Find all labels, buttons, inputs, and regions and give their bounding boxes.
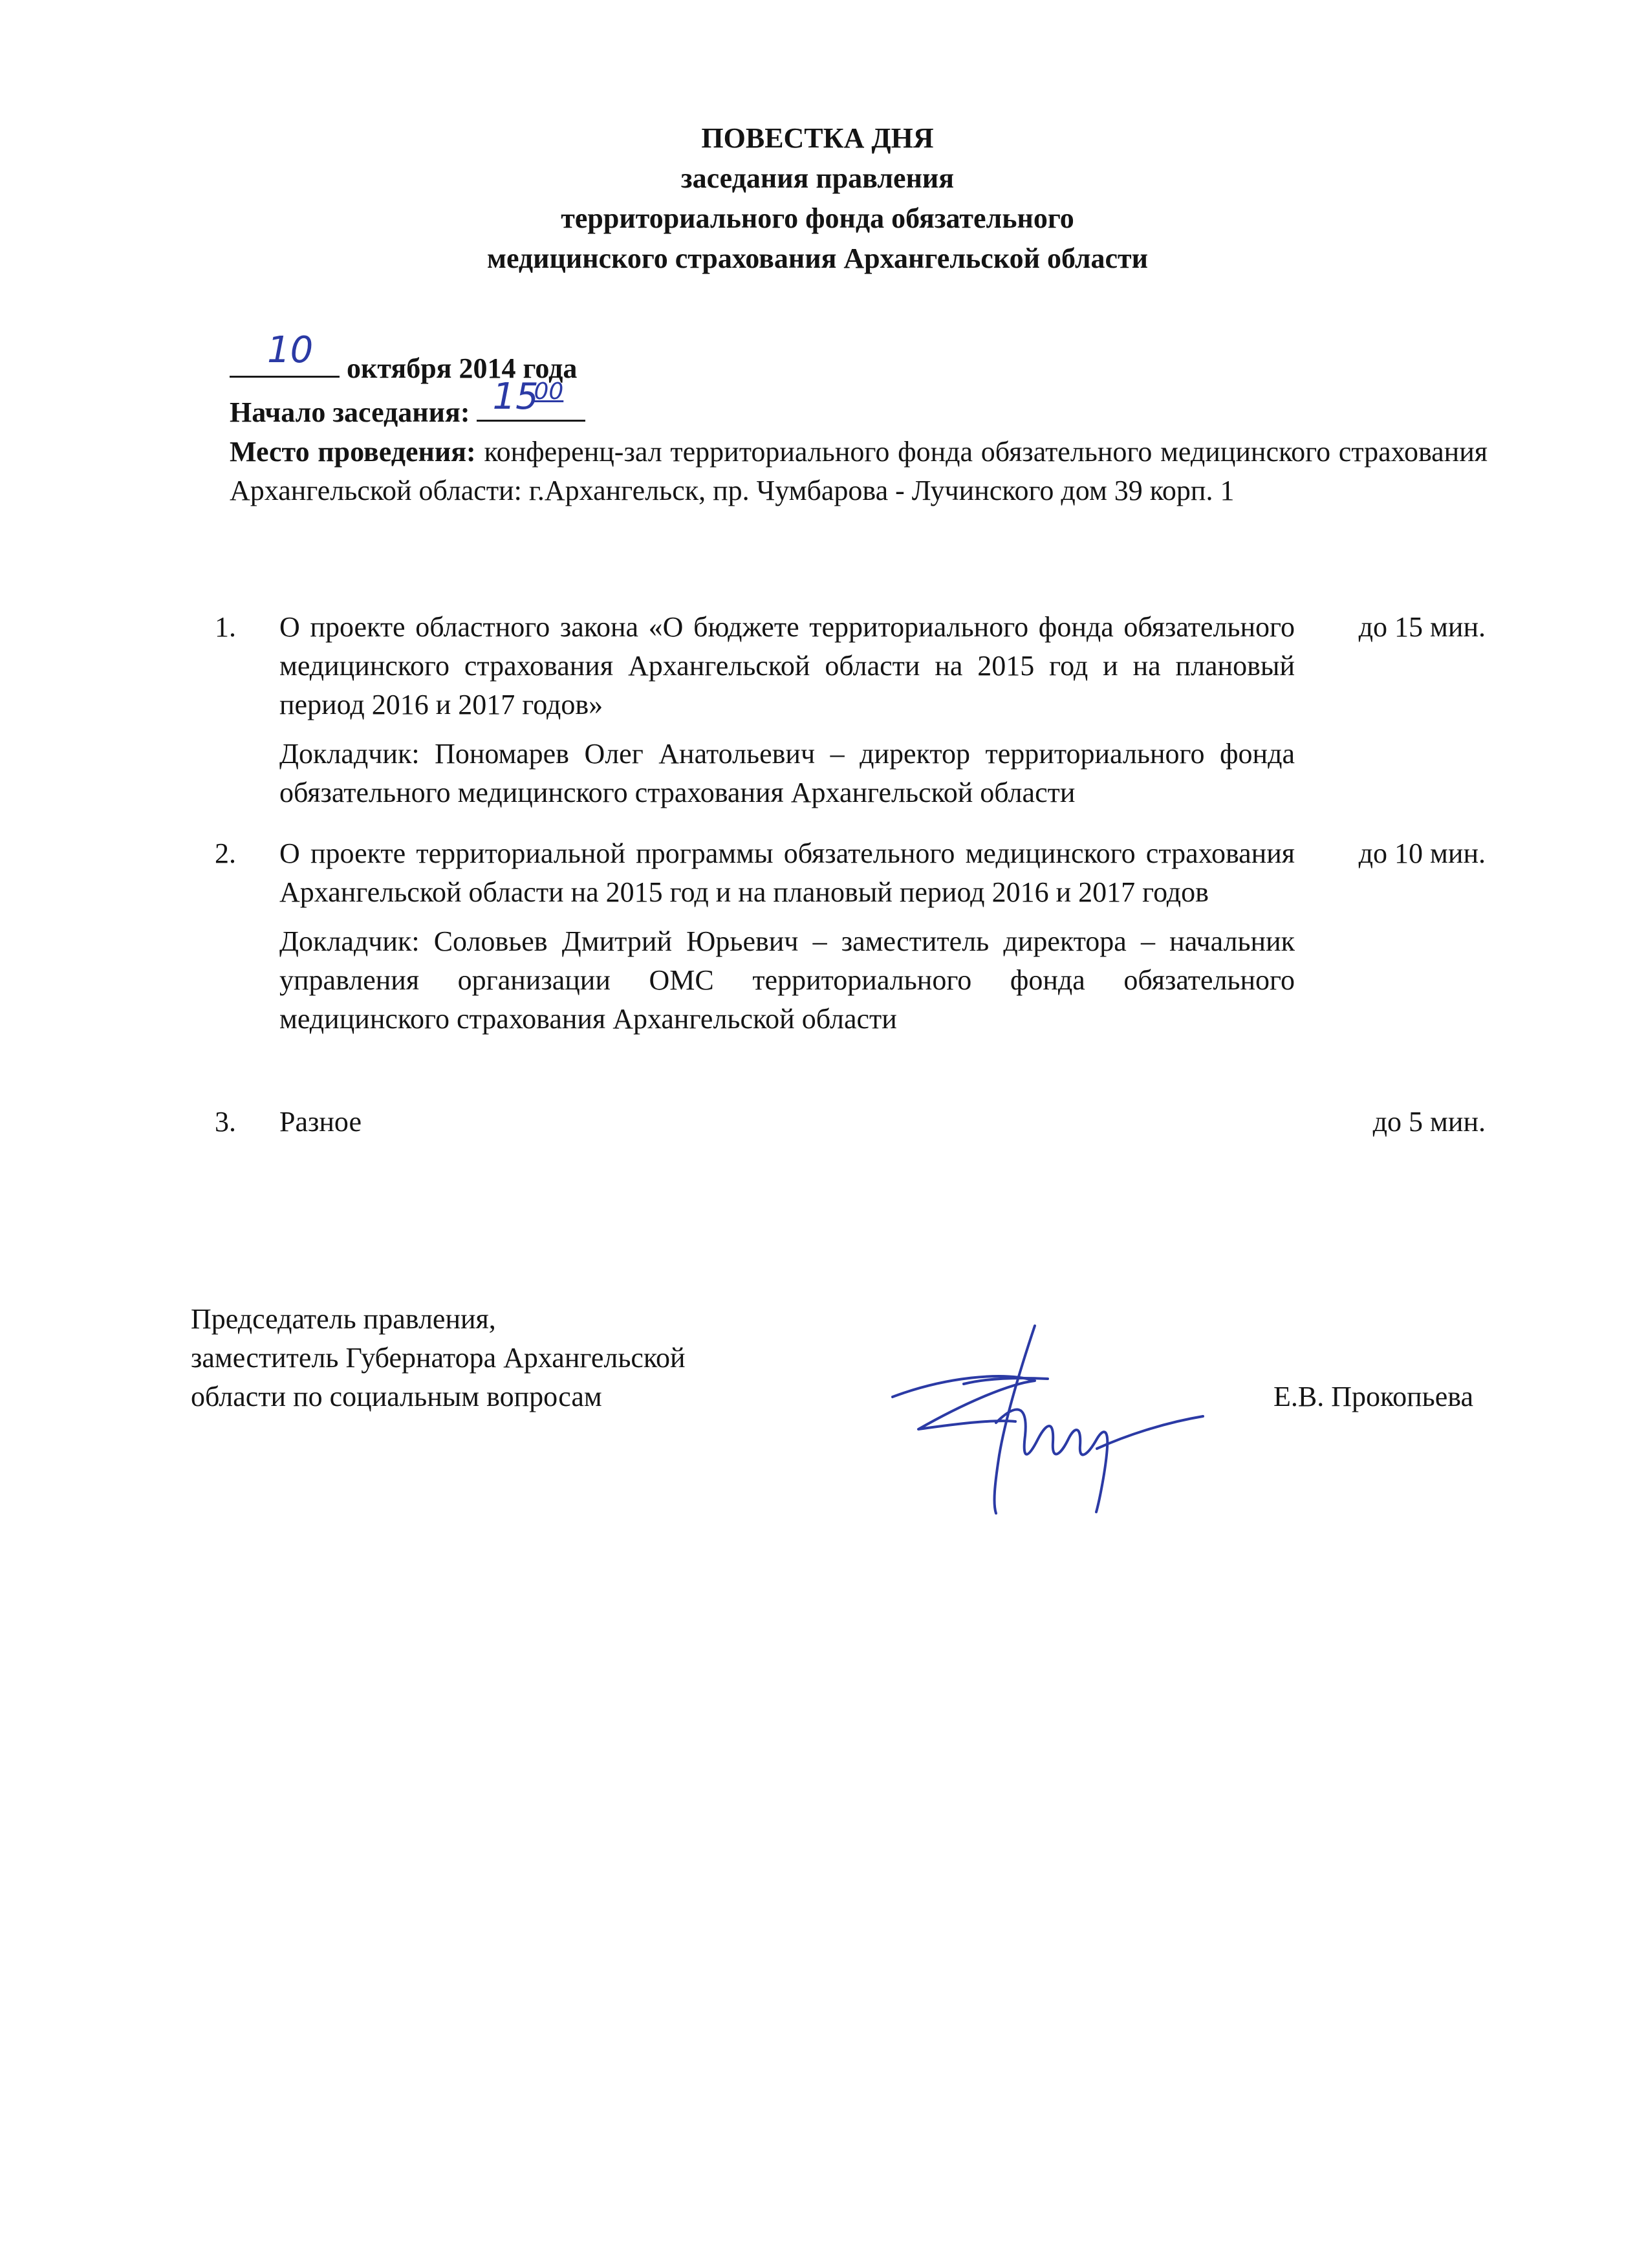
agenda-item-duration: до 15 мин. — [1358, 611, 1486, 643]
agenda-item-text: О проекте территориальной программы обязательного медицинского страхования Архангельской области на 2015 год и на плановый период 2016 и 2017 годов — [279, 837, 1295, 908]
position-line-3: области по социальным вопросам — [191, 1381, 602, 1412]
document-header — [0, 118, 1635, 279]
agenda-item-duration: до 10 мин. — [1358, 837, 1486, 869]
date-day-blank — [230, 329, 340, 378]
meeting-date — [230, 329, 1488, 389]
agenda-item-duration: до 5 мин. — [1372, 1106, 1486, 1138]
meeting-place — [230, 433, 1488, 510]
meeting-details — [230, 329, 1488, 510]
meeting-start — [230, 376, 1488, 433]
start-time-blank — [477, 376, 585, 422]
date-day-handwritten: 10 — [267, 329, 314, 371]
handwritten-signature — [867, 1306, 1229, 1526]
position-line-2: заместитель Губернатора Архангельской — [191, 1342, 686, 1374]
agenda-item-number: 3. — [215, 1106, 236, 1138]
agenda-item-text: О проекте областного закона «О бюджете территориального фонда обязательного медицинского страхования Архангельской области на 2015 год и на плановый период 2016 и 2017 годов» — [279, 611, 1295, 720]
start-time-minutes: 00 — [534, 378, 564, 405]
date-month-year: октября 2014 года — [347, 352, 578, 384]
agenda-item-number: 1. — [215, 611, 236, 643]
agenda-item-speaker: Докладчик: Соловьев Дмитрий Юрьевич – заместитель директора – начальник управления организации ОМС территориального фонда обязательного медицинского страхования Архангельской области — [279, 925, 1295, 1035]
header-line-2: территориального фонда обязательного — [561, 202, 1074, 234]
agenda-item-number: 2. — [215, 837, 236, 869]
signatory-position — [191, 1300, 686, 1416]
place-label: Место проведения: — [230, 436, 476, 468]
document-title: ПОВЕСТКА ДНЯ — [701, 122, 934, 154]
position-line-1: Председатель правления, — [191, 1303, 496, 1335]
start-label: Начало заседания: — [230, 396, 470, 428]
signatory-name: Е.В. Прокопьева — [1273, 1381, 1473, 1412]
header-line-3: медицинского страхования Архангельской области — [486, 243, 1149, 274]
agenda-item-speaker: Докладчик: Пономарев Олег Анатольевич – директор территориального фонда обязательного медицинского страхования Архангельской области — [279, 738, 1295, 808]
start-time-hours: 15 — [492, 376, 539, 418]
place-text: конференц-зал территориального фонда обязательного медицинского страхования Архангельской области: г.Архангельск, пр. Чумбарова - Лучинского дом 39 корп. 1 — [230, 436, 1488, 506]
agenda-item-text: Разное — [279, 1106, 362, 1138]
header-line-1: заседания правления — [680, 162, 955, 194]
